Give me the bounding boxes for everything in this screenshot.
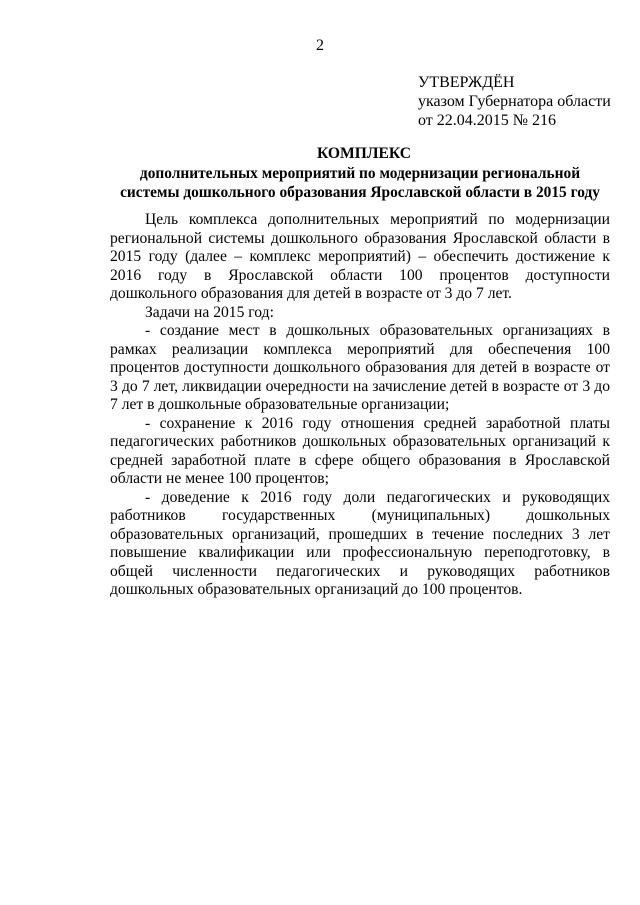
- goal-paragraph: Цель комплекса дополнительных мероприятий по модернизации региональной системы дошкольного образования Ярославской области в 2015 году (далее – комплекс мероприятий) – обеспечить достижение к 2016 году в Ярославской области 100 процентов доступности дошкольного образования для детей в возрасте от 3 до 7 лет.: [110, 211, 610, 302]
- page-number: 2: [316, 37, 324, 54]
- approval-line-approved: УТВЕРЖДЁН: [418, 74, 515, 91]
- approval-line-date: от 22.04.2015 № 216: [418, 112, 557, 129]
- tasks-heading: Задачи на 2015 год:: [145, 303, 274, 321]
- approval-stamp: [418, 73, 611, 130]
- document-title: [110, 144, 610, 203]
- task-item-1: - создание мест в дошкольных образовательных организациях в рамках реализации комплекса мероприятий для обеспечения 100 процентов доступности дошкольного образования для детей в возрасте от 3 до 7 лет, ликвидации очередности на зачисление детей в возрасте от 3 до 7 лет в дошкольные образовательные организации;: [110, 322, 610, 413]
- task-item-3: - доведение к 2016 году доли педагогических и руководящих работников государственных (муниципальных) дошкольных образовательных организаций, прошедших в течение последних 3 лет повышение квалификации или профессиональную переподготовку, в общей численности педагогических и руководящих работников дошкольных образовательных организаций до 100 процентов.: [110, 488, 610, 598]
- document-body: [110, 211, 610, 600]
- approval-line-decree: указом Губернатора области: [418, 93, 611, 110]
- title-line-2: дополнительных мероприятий по модернизации региональной: [139, 164, 581, 182]
- task-item-2: - сохранение к 2016 году отношения средней заработной платы педагогических работников дошкольных образовательных организаций к средней заработной плате в сфере общего образования в Ярославской области не менее 100 процентов;: [110, 414, 610, 487]
- title-line-3: системы дошкольного образования Ярославской области в 2015 году: [120, 184, 600, 201]
- title-main: КОМПЛЕКС: [316, 145, 412, 162]
